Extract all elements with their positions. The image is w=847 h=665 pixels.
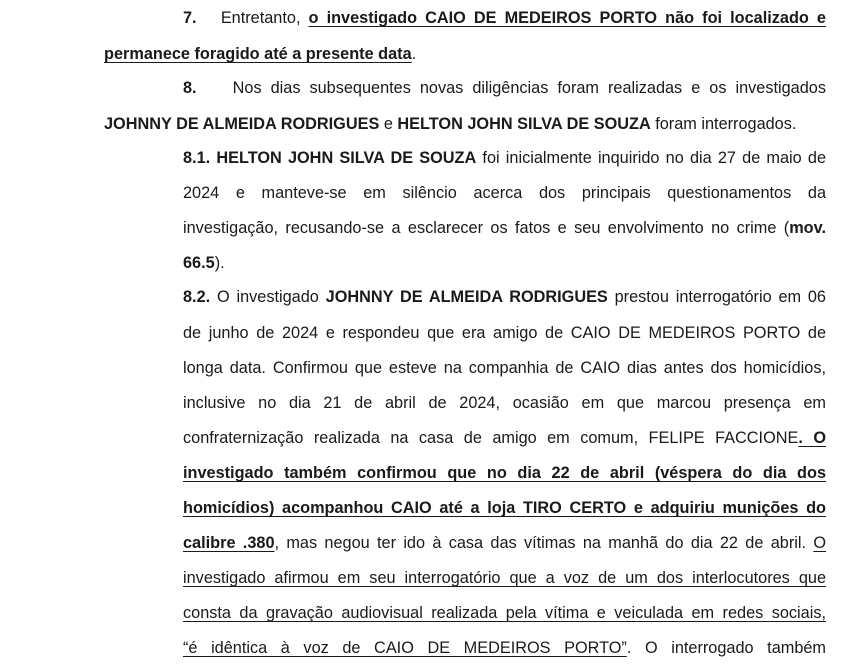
quoted-statement: “é idêntica à voz de CAIO DE MEDEIROS PORTO” xyxy=(183,639,627,657)
investigated-name: JOHNNY DE ALMEIDA RODRIGUES xyxy=(325,288,608,306)
paragraph-8-2-line-8 xyxy=(183,526,826,560)
paragraph-8-line-2 xyxy=(104,107,826,141)
investigated-name: HELTON JOHN SILVA DE SOUZA xyxy=(397,115,651,133)
underlined-text: investigado afirmou em seu interrogatório que a voz de um dos interlocutores que xyxy=(183,569,826,587)
highlighted-text: o investigado CAIO DE MEDEIROS PORTO não foi localizado e xyxy=(308,9,826,27)
paragraph-8-2-line-1 xyxy=(183,280,826,314)
underlined-text: O xyxy=(813,534,826,552)
paragraph-8-1-line-2 xyxy=(183,176,826,210)
paragraph-text: prestou interrogatório em 06 xyxy=(607,288,826,306)
paragraph-8-2-line-3 xyxy=(183,351,826,385)
paragraph-8-1-line-3 xyxy=(183,211,826,245)
movement-reference: mov. xyxy=(789,219,826,237)
paragraph-text: ). xyxy=(214,254,225,272)
paragraph-text: Entretanto, xyxy=(220,9,309,27)
highlighted-text: calibre .380 xyxy=(183,534,275,552)
paragraph-text: . O interrogado também xyxy=(626,639,826,657)
paragraph-text: Nos dias subsequentes novas diligências foram realizadas e os investigados xyxy=(232,79,826,97)
paragraph-text: foram interrogados. xyxy=(650,115,797,133)
paragraph-text: , mas negou ter ido à casa das vítimas na manhã do dia 22 de abril. xyxy=(274,534,814,552)
paragraph-8-line-1 xyxy=(183,71,826,105)
paragraph-8-1-line-4 xyxy=(183,246,826,280)
investigated-name: HELTON JOHN SILVA DE SOUZA xyxy=(216,149,477,167)
paragraph-7-line-1 xyxy=(183,1,826,35)
paragraph-number: 8.1. xyxy=(183,149,211,167)
paragraph-text: confraternização realizada na casa de amigo em comum, FELIPE FACCIONE xyxy=(183,429,799,447)
paragraph-text: de junho de 2024 e respondeu que era amigo de CAIO DE MEDEIROS PORTO de xyxy=(183,324,826,342)
paragraph-8-2-line-5 xyxy=(183,421,826,455)
paragraph-number: 7. xyxy=(183,9,197,27)
movement-reference: 66.5 xyxy=(183,254,215,272)
underlined-text: consta da gravação audiovisual realizada pela vítima e veiculada em redes sociais, xyxy=(183,604,826,622)
paragraph-8-2-line-4 xyxy=(183,386,826,420)
paragraph-text: 2024 e manteve-se em silêncio acerca dos principais questionamentos da xyxy=(183,184,826,202)
investigated-name: JOHNNY DE ALMEIDA RODRIGUES xyxy=(104,115,380,133)
highlighted-text: permanece foragido até a presente data xyxy=(104,45,412,63)
paragraph-text: . xyxy=(411,45,417,63)
paragraph-text: investigação, recusando-se a esclarecer os fatos e seu envolvimento no crime ( xyxy=(183,219,790,237)
paragraph-text: longa data. Confirmou que esteve na companhia de CAIO dias antes dos homicídios, xyxy=(183,359,826,377)
paragraph-text: foi inicialmente inquirido no dia 27 de maio de xyxy=(476,149,826,167)
paragraph-8-2-line-11 xyxy=(183,631,826,665)
highlighted-text: homicídios) acompanhou CAIO até a loja TIRO CERTO e adquiriu munições do xyxy=(183,499,826,517)
paragraph-text: O investigado xyxy=(210,288,326,306)
paragraph-text: e xyxy=(379,115,398,133)
paragraph-number: 8. xyxy=(183,79,197,97)
paragraph-8-2-line-7 xyxy=(183,491,826,525)
paragraph-8-2-line-9 xyxy=(183,561,826,595)
highlighted-text: investigado também confirmou que no dia 22 de abril (véspera do dia dos xyxy=(183,464,826,482)
paragraph-number: 8.2. xyxy=(183,288,211,306)
paragraph-7-line-2 xyxy=(104,37,826,71)
paragraph-8-2-line-10 xyxy=(183,596,826,630)
highlighted-text: . O xyxy=(798,429,827,447)
paragraph-8-2-line-2 xyxy=(183,316,826,350)
paragraph-text: inclusive no dia 21 de abril de 2024, ocasião em que marcou presença em xyxy=(183,394,826,412)
paragraph-8-1-line-1 xyxy=(183,141,826,175)
paragraph-8-2-line-6 xyxy=(183,456,826,490)
